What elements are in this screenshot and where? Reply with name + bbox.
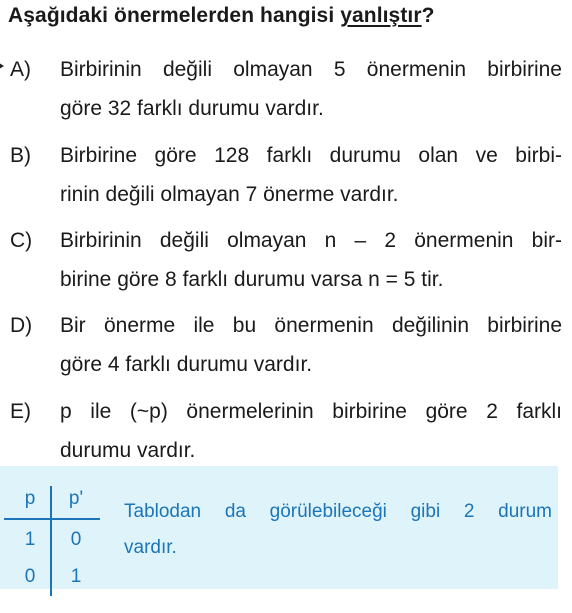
truth-table-cell: 0 <box>70 529 82 550</box>
option-letter: E) <box>10 400 31 423</box>
truth-table-cell: 1 <box>70 566 82 587</box>
option-line-2: göre 32 farklı durumu vardır. <box>60 97 324 120</box>
option-letter: C) <box>10 229 33 252</box>
option-line-1: Birbirinin değili olmayan 5 önermenin birbirine <box>60 58 562 81</box>
truth-table-cell: 1 <box>24 529 36 550</box>
option-letter: B) <box>10 144 31 167</box>
truth-table-header-p: p <box>24 488 36 509</box>
option-letter: D) <box>10 314 33 337</box>
solution-line-2: vardır. <box>124 537 177 558</box>
option-line-1: p ile (~p) önermelerinin birbirine göre 2 farklı <box>60 400 562 423</box>
question-underlined-word: yanlıştır <box>340 4 422 27</box>
question-text <box>8 4 435 28</box>
question-prefix: Aşağıdaki önermelerden hangisi <box>8 4 341 27</box>
option-line-1: Birbirine göre 128 farklı durumu olan ve birbi- <box>60 144 562 167</box>
truth-table-cell: 0 <box>24 566 36 587</box>
truth-table-header-divider <box>4 518 100 520</box>
option-line-1: Bir önerme ile bu önermenin değilinin birbirine <box>60 314 562 337</box>
option-line-2: durumu vardır. <box>60 439 196 462</box>
truth-table-header-not-p: p' <box>68 488 84 509</box>
option-line-2: göre 4 farklı durumu vardır. <box>60 353 313 376</box>
solution-line-1: Tablodan da görülebileceği gibi 2 durum <box>124 501 552 522</box>
truth-table-column-divider <box>50 486 52 596</box>
option-line-2: birine göre 8 farklı durumu varsa n = 5 tir. <box>60 268 444 291</box>
truth-table <box>0 466 110 589</box>
option-line-2: rinin değili olmayan 7 önerme vardır. <box>60 183 399 206</box>
solution-explanation <box>124 494 552 566</box>
selected-answer-marker-icon <box>0 58 4 74</box>
option-letter: A) <box>10 58 31 81</box>
question-suffix: ? <box>421 4 435 27</box>
option-line-1: Birbirinin değili olmayan n – 2 önermenin bir- <box>60 229 562 252</box>
